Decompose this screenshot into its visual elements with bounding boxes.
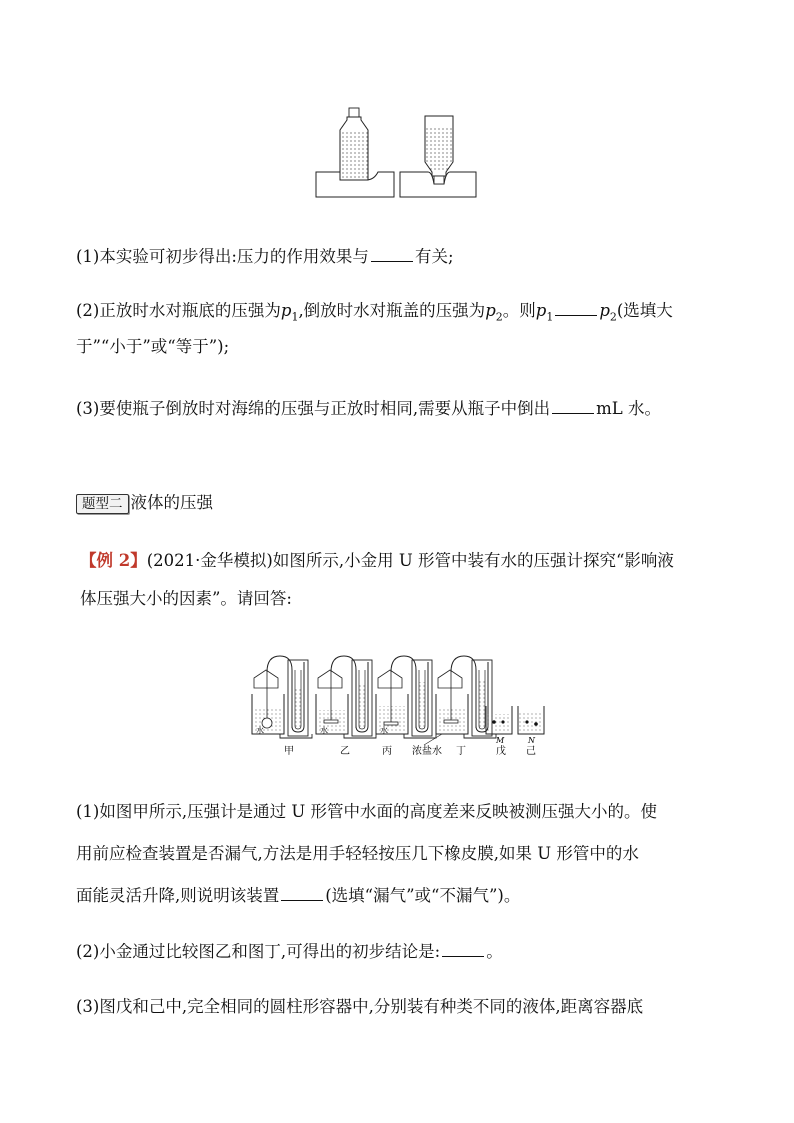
var-p: p [599,301,610,320]
fig-label-wu: 戊 [496,746,506,757]
setup-bing [376,656,436,738]
setup-jia [252,656,312,738]
q2-a-line2: 用前应检查装置是否漏气,方法是用手轻轻按压几下橡皮膜,如果 U 形管中的水 [76,844,639,863]
q1-b-text: (2)正放时水对瓶底的压强为 [76,301,281,320]
svg-text:水: 水 [380,726,388,735]
q2-a-line3: 面能灵活升降,则说明该装置 [76,886,280,905]
answer-blank[interactable] [281,886,323,901]
example-text: (2021·金华模拟)如图所示,小金用 U 形管中装有水的压强计探究“影响液 [146,551,674,570]
example-label: 【例 2】 [80,551,147,570]
q1-line-b2 [76,336,229,358]
q2-line-a1 [76,801,657,823]
example-line-2 [80,588,292,610]
section-tag: 题型二 [76,494,129,514]
q1-line-b [76,300,673,328]
subscript: 2 [609,310,617,324]
subscript: 1 [291,310,299,324]
example-line-1 [80,550,674,572]
beaker-wu [486,706,512,734]
q1-a-tail: 有关; [414,247,454,266]
q1-b-tail: (选填大 [616,301,673,320]
var-p: p [280,301,292,320]
fig-label-bing: 丙 [382,746,392,757]
section-heading [76,492,213,514]
fig-label-m: M [496,736,505,745]
fig-label-ji: 己 [526,746,536,757]
var-p: p [485,301,496,320]
q1-b-mid2: 。则 [502,301,536,320]
q1-c-text: (3)要使瓶子倒放时对海绵的压强与正放时相同,需要从瓶子中倒出 [76,399,551,418]
q2-line-a2 [76,843,639,865]
setup-yi [316,656,376,738]
q1-b-mid: ,倒放时水对瓶盖的压强为 [298,301,486,320]
fig-label-ding: 丁 [456,746,466,757]
q1-a-text: (1)本实验可初步得出:压力的作用效果与 [76,247,369,266]
q1-line-c [76,398,661,420]
fig-label-jia: 甲 [284,746,294,757]
answer-blank[interactable] [442,942,484,957]
fig-label-yi: 乙 [340,746,350,757]
q2-b-tail: 。 [486,942,503,961]
q2-c-line1: (3)图戊和己中,完全相同的圆柱形容器中,分别装有种类不同的液体,距离容器底 [76,997,644,1016]
answer-blank[interactable] [555,301,597,316]
subscript: 1 [546,310,554,324]
answer-blank[interactable] [371,247,413,262]
bottles-on-sponge-figure [310,100,490,200]
q2-line-c [76,996,643,1018]
fig-label-n: N [528,736,535,745]
beaker-ji [518,706,544,734]
svg-text:水: 水 [320,726,328,735]
subscript: 2 [495,310,503,324]
fig-label-brine: 浓盐水 [412,746,442,757]
q2-a-line3-tail: (选填“漏气”或“不漏气”)。 [325,886,521,905]
q1-line-a [76,246,454,268]
answer-blank[interactable] [552,399,594,414]
q2-line-a3 [76,885,520,907]
q2-line-b [76,941,503,963]
q2-a-line1: (1)如图甲所示,压强计是通过 U 形管中水面的高度差来反映被测压强大小的。使 [76,802,658,821]
example-text-2: 体压强大小的因素”。请回答: [80,589,292,608]
section-title: 液体的压强 [130,493,213,512]
svg-text:水: 水 [256,726,264,735]
q1-c-tail: mL 水。 [596,399,661,418]
pressure-gauge-figure [246,648,556,760]
var-p: p [535,301,547,320]
q2-b-text: (2)小金通过比较图乙和图丁,可得出的初步结论是: [76,942,441,961]
q1-b-line2: 于”“小于”或“等于”); [76,337,230,356]
